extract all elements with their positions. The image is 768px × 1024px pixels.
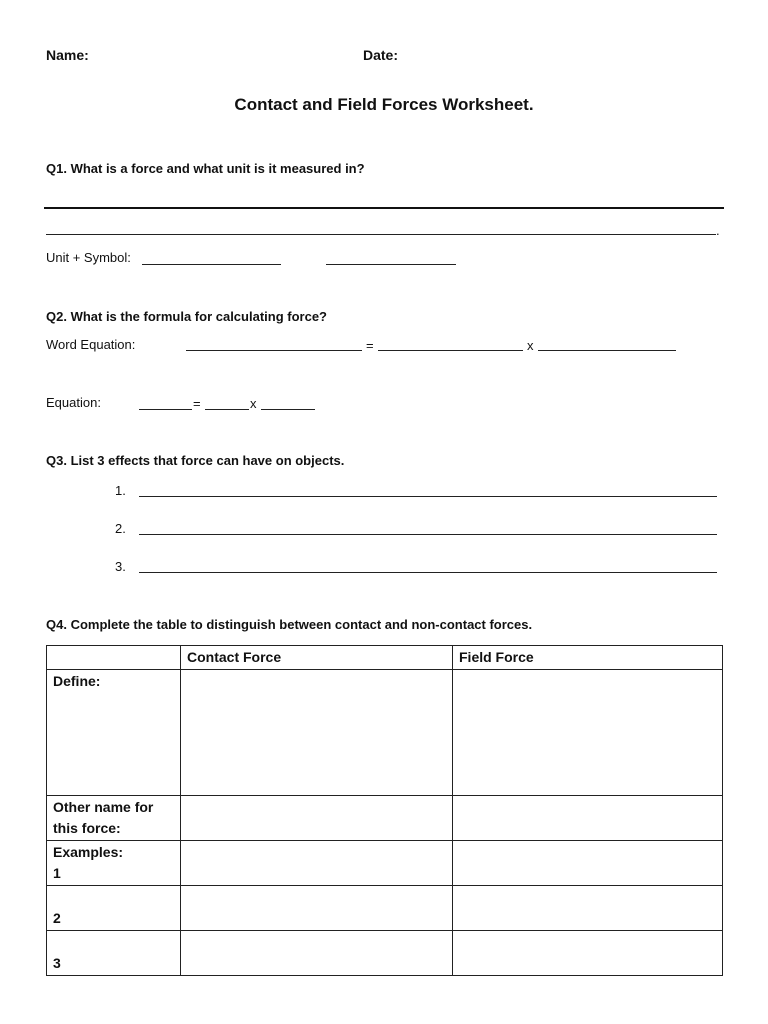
q2-word-label: Word Equation: — [46, 337, 136, 352]
row-label — [47, 886, 181, 931]
q2-word-times: x — [527, 338, 534, 353]
answer-cell-field[interactable] — [453, 670, 723, 796]
q1-unit-label: Unit + Symbol: — [46, 250, 131, 265]
answer-cell-field[interactable] — [453, 841, 723, 886]
table-row-example-2 — [47, 886, 723, 931]
q4-question: Q4. Complete the table to distinguish between contact and non-contact forces. — [46, 617, 533, 632]
q2-question: Q2. What is the formula for calculating force? — [46, 309, 327, 324]
q3-question: Q3. List 3 effects that force can have on objects. — [46, 453, 345, 468]
row-label — [47, 841, 181, 886]
row-label-line — [53, 887, 174, 908]
row-label — [47, 931, 181, 976]
q1-answer-line-2[interactable] — [46, 234, 716, 235]
row-label-line: Other name for — [53, 799, 154, 815]
table-row-define — [47, 670, 723, 796]
q1-unit-blank[interactable] — [142, 264, 281, 265]
q2-eq-blank-1[interactable] — [139, 409, 192, 410]
q2-word-blank-1[interactable] — [186, 350, 362, 351]
row-label-line — [53, 932, 174, 953]
row-label-line: 1 — [53, 865, 61, 881]
answer-cell-contact[interactable] — [181, 796, 453, 841]
row-label — [47, 670, 181, 796]
forces-table — [46, 645, 723, 976]
answer-cell-contact[interactable] — [181, 931, 453, 976]
table-header-contact: Contact Force — [181, 646, 453, 670]
q2-eq-blank-3[interactable] — [261, 409, 315, 410]
row-label-line: this force: — [53, 820, 121, 836]
answer-cell-contact[interactable] — [181, 886, 453, 931]
row-label-line: 2 — [53, 910, 61, 926]
q1-symbol-blank[interactable] — [326, 264, 456, 265]
q2-word-blank-3[interactable] — [538, 350, 676, 351]
table-header-field: Field Force — [453, 646, 723, 670]
q1-question: Q1. What is a force and what unit is it measured in? — [46, 161, 365, 176]
q1-answer-line-1[interactable] — [44, 207, 724, 209]
q3-item-number: 1. — [115, 483, 126, 498]
table-row-example-1 — [47, 841, 723, 886]
table-header-row — [47, 646, 723, 670]
q2-word-equals: = — [366, 338, 374, 353]
answer-cell-contact[interactable] — [181, 670, 453, 796]
q3-answer-line[interactable] — [139, 496, 717, 497]
row-label — [47, 796, 181, 841]
row-label-line: 3 — [53, 955, 61, 971]
table-row-example-3 — [47, 931, 723, 976]
q2-eq-times: x — [250, 396, 257, 411]
q1-end-mark: . — [716, 223, 720, 238]
q3-item-number: 3. — [115, 559, 126, 574]
q2-eq-label: Equation: — [46, 395, 101, 410]
answer-cell-field[interactable] — [453, 886, 723, 931]
date-label: Date: — [363, 47, 399, 63]
answer-cell-field[interactable] — [453, 796, 723, 841]
row-label-line: Define: — [53, 673, 101, 689]
table-header-cell — [47, 646, 181, 670]
row-label-line: Examples: — [53, 844, 124, 860]
answer-cell-field[interactable] — [453, 931, 723, 976]
q2-eq-blank-2[interactable] — [205, 409, 249, 410]
q3-item-number: 2. — [115, 521, 126, 536]
q3-answer-line[interactable] — [139, 572, 717, 573]
answer-cell-contact[interactable] — [181, 841, 453, 886]
worksheet-title: Contact and Field Forces Worksheet. — [234, 95, 534, 114]
table-row-other-name — [47, 796, 723, 841]
q2-eq-equals: = — [193, 396, 201, 411]
name-label: Name: — [46, 47, 89, 63]
q2-word-blank-2[interactable] — [378, 350, 523, 351]
q3-answer-line[interactable] — [139, 534, 717, 535]
